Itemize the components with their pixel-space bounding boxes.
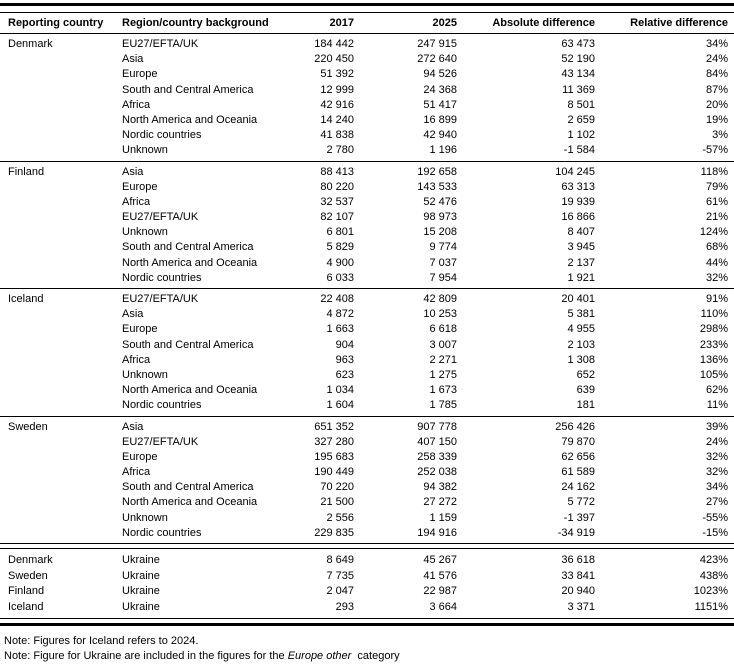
- table-row: [0, 480, 734, 495]
- region-background-cell: Unknown: [122, 511, 168, 524]
- absolute-difference-cell: 20 401: [561, 293, 595, 305]
- absolute-difference-cell: -34 919: [557, 526, 595, 539]
- reporting-country-cell: [8, 83, 122, 98]
- table-row: [0, 368, 734, 383]
- region-background-cell: Asia: [122, 308, 144, 321]
- value-2017-cell: 88 413: [320, 165, 354, 178]
- table-row: [0, 526, 734, 541]
- reporting-country-cell: [8, 495, 122, 510]
- reporting-country-cell: [8, 271, 122, 286]
- reporting-country-cell: [8, 368, 122, 383]
- table-row: [0, 256, 734, 271]
- value-2017-cell: 651 352: [314, 420, 354, 433]
- relative-difference-cell: 124%: [699, 226, 728, 239]
- absolute-difference-cell: 104 245: [555, 165, 595, 178]
- reporting-country-cell: [8, 195, 122, 210]
- value-2017-cell: 21 500: [320, 496, 354, 509]
- column-header-relative-difference: Relative difference: [630, 17, 728, 29]
- region-background-cell: Ukraine: [122, 600, 160, 613]
- relative-difference-cell: 118%: [700, 165, 728, 178]
- relative-difference-cell: 3%: [712, 129, 728, 142]
- relative-difference-cell: 110%: [700, 308, 728, 321]
- relative-difference-cell: 91%: [705, 293, 728, 305]
- value-2017-cell: 220 450: [314, 53, 354, 66]
- relative-difference-cell: 62%: [705, 384, 728, 397]
- region-background-cell: Nordic countries: [122, 526, 202, 539]
- absolute-difference-cell: 639: [576, 384, 595, 397]
- region-background-cell: North America and Oceania: [122, 256, 258, 269]
- table-row: [0, 435, 734, 450]
- reporting-country-cell: Sweden: [8, 420, 48, 433]
- value-2017-cell: 327 280: [314, 435, 354, 448]
- reporting-country-cell: Denmark: [8, 554, 53, 566]
- region-background-cell: Ukraine: [122, 554, 160, 566]
- region-background-cell: Europe: [122, 68, 158, 81]
- reporting-country-cell: [8, 67, 122, 82]
- absolute-difference-cell: 652: [576, 368, 595, 381]
- table-row: [0, 128, 734, 143]
- reporting-country-cell: [8, 98, 122, 113]
- value-2025-cell: 27 272: [423, 496, 457, 509]
- table-row: [0, 98, 734, 113]
- relative-difference-cell: 32%: [705, 466, 728, 479]
- region-background-cell: North America and Oceania: [122, 384, 258, 397]
- value-2017-cell: 190 449: [314, 466, 354, 479]
- reporting-country-cell: Finland: [8, 585, 45, 597]
- value-2017-cell: 12 999: [320, 83, 354, 96]
- absolute-difference-cell: 52 190: [561, 53, 595, 66]
- reporting-country-cell: Finland: [8, 165, 45, 178]
- value-2025-cell: 192 658: [417, 165, 457, 178]
- value-2025-cell: 1 673: [429, 384, 457, 397]
- relative-difference-cell: 19%: [705, 113, 728, 126]
- region-background-cell: Asia: [122, 53, 144, 66]
- reporting-country-cell: [8, 450, 122, 465]
- table-row: [0, 450, 734, 465]
- table-row: [0, 67, 734, 82]
- table-row: [0, 600, 734, 616]
- country-section: [0, 416, 734, 544]
- relative-difference-cell: 24%: [705, 435, 728, 448]
- table-bottom-thick-rule: [0, 623, 734, 626]
- relative-difference-cell: 44%: [705, 256, 728, 269]
- region-background-cell: Africa: [122, 195, 151, 208]
- value-2025-cell: 45 267: [423, 554, 457, 566]
- region-background-cell: Nordic countries: [122, 271, 202, 284]
- absolute-difference-cell: 1 102: [567, 129, 595, 142]
- table-row: [0, 271, 734, 286]
- reporting-country-cell: [8, 210, 122, 225]
- value-2017-cell: 5 829: [326, 241, 354, 254]
- value-2017-cell: 7 735: [326, 569, 354, 582]
- value-2017-cell: 2 047: [326, 585, 354, 597]
- relative-difference-cell: 79%: [705, 180, 728, 193]
- relative-difference-cell: -57%: [702, 144, 728, 157]
- value-2025-cell: 272 640: [417, 53, 457, 66]
- value-2025-cell: 6 618: [429, 323, 457, 336]
- absolute-difference-cell: -1 397: [563, 511, 595, 524]
- absolute-difference-cell: 33 841: [561, 569, 595, 582]
- table-row: [0, 495, 734, 510]
- relative-difference-cell: 105%: [699, 368, 728, 381]
- reporting-country-cell: [8, 435, 122, 450]
- value-2025-cell: 258 339: [417, 450, 457, 463]
- value-2025-cell: 143 533: [417, 180, 457, 193]
- value-2017-cell: 4 872: [326, 308, 354, 321]
- value-2017-cell: 1 034: [326, 384, 354, 397]
- value-2025-cell: 9 774: [429, 241, 457, 254]
- table-row: [0, 353, 734, 368]
- region-background-cell: South and Central America: [122, 241, 254, 254]
- note-ukraine: [4, 649, 734, 664]
- relative-difference-cell: -55%: [702, 511, 728, 524]
- region-background-cell: EU27/EFTA/UK: [122, 435, 199, 448]
- value-2025-cell: 41 576: [423, 569, 457, 582]
- region-background-cell: Ukraine: [122, 569, 160, 582]
- note-ukraine-italic-term: Europe other: [287, 650, 352, 662]
- value-2025-cell: 3 664: [429, 600, 457, 613]
- table-row: [0, 569, 734, 585]
- value-2017-cell: 963: [335, 353, 354, 366]
- value-2017-cell: 51 392: [320, 68, 354, 81]
- value-2017-cell: 32 537: [320, 195, 354, 208]
- value-2017-cell: 22 408: [320, 293, 354, 305]
- region-background-cell: Unknown: [122, 368, 168, 381]
- column-header-region-background: Region/country background: [122, 17, 269, 29]
- absolute-difference-cell: 62 656: [561, 450, 595, 463]
- region-background-cell: EU27/EFTA/UK: [122, 211, 199, 224]
- absolute-difference-cell: 79 870: [561, 435, 595, 448]
- value-2025-cell: 94 382: [423, 481, 457, 494]
- absolute-difference-cell: 2 137: [567, 256, 595, 269]
- table-row: [0, 383, 734, 398]
- value-2025-cell: 252 038: [417, 466, 457, 479]
- table-row: [0, 584, 734, 600]
- region-background-cell: Ukraine: [122, 585, 160, 597]
- value-2025-cell: 94 526: [423, 68, 457, 81]
- table-row: [0, 292, 734, 307]
- relative-difference-cell: 61%: [705, 195, 728, 208]
- region-background-cell: Europe: [122, 180, 158, 193]
- country-section: [0, 34, 734, 161]
- value-2017-cell: 70 220: [320, 481, 354, 494]
- table-header-row: [0, 13, 734, 33]
- absolute-difference-cell: 11 369: [562, 83, 595, 96]
- reporting-country-cell: [8, 113, 122, 128]
- relative-difference-cell: -15%: [702, 526, 728, 539]
- absolute-difference-cell: 16 866: [561, 211, 595, 224]
- reporting-country-cell: [8, 52, 122, 67]
- relative-difference-cell: 1151%: [694, 600, 728, 613]
- region-background-cell: Nordic countries: [122, 129, 202, 142]
- region-background-cell: Europe: [122, 450, 158, 463]
- region-background-cell: Africa: [122, 466, 151, 479]
- value-2025-cell: 7 954: [429, 271, 457, 284]
- region-background-cell: North America and Oceania: [122, 113, 258, 126]
- reporting-country-cell: [8, 511, 122, 526]
- region-background-cell: Nordic countries: [122, 399, 202, 412]
- table-row: [0, 52, 734, 67]
- country-section: [0, 288, 734, 416]
- value-2025-cell: 1 196: [429, 144, 457, 157]
- table-row: [0, 195, 734, 210]
- value-2017-cell: 2 780: [326, 144, 354, 157]
- table-body: [0, 34, 734, 543]
- table-row: [0, 465, 734, 480]
- reporting-country-cell: [8, 338, 122, 353]
- value-2025-cell: 98 973: [423, 211, 457, 224]
- value-2017-cell: 195 683: [314, 450, 354, 463]
- reporting-country-cell: [8, 398, 122, 413]
- column-header-absolute-difference: Absolute difference: [492, 17, 595, 29]
- absolute-difference-cell: 61 589: [561, 466, 595, 479]
- value-2017-cell: 6 801: [326, 226, 354, 239]
- reporting-country-cell: [8, 480, 122, 495]
- value-2025-cell: 1 159: [429, 511, 457, 524]
- value-2025-cell: 52 476: [423, 195, 457, 208]
- column-header-2025: 2025: [432, 17, 457, 29]
- value-2017-cell: 184 442: [314, 38, 354, 50]
- absolute-difference-cell: 43 134: [561, 68, 595, 81]
- absolute-difference-cell: 256 426: [555, 420, 595, 433]
- note-ukraine-prefix: Note: Figure for Ukraine are included in the figures for the: [4, 650, 288, 662]
- table-row: [0, 113, 734, 128]
- value-2025-cell: 1 275: [429, 368, 457, 381]
- reporting-country-cell: Iceland: [8, 293, 44, 305]
- absolute-difference-cell: 20 940: [561, 585, 595, 597]
- relative-difference-cell: 298%: [699, 323, 728, 336]
- note-iceland: Note: Figures for Iceland refers to 2024.: [4, 635, 199, 647]
- value-2017-cell: 4 900: [326, 256, 354, 269]
- reporting-country-cell: [8, 128, 122, 143]
- column-header-2017: 2017: [329, 17, 354, 29]
- relative-difference-cell: 438%: [699, 569, 728, 582]
- value-2025-cell: 907 778: [417, 420, 457, 433]
- absolute-difference-cell: 1 921: [567, 271, 595, 284]
- region-background-cell: Asia: [122, 165, 144, 178]
- reporting-country-cell: Denmark: [8, 38, 53, 50]
- relative-difference-cell: 27%: [705, 496, 728, 509]
- absolute-difference-cell: 19 939: [561, 195, 595, 208]
- relative-difference-cell: 233%: [699, 338, 728, 351]
- region-background-cell: EU27/EFTA/UK: [122, 293, 199, 305]
- value-2017-cell: 80 220: [320, 180, 354, 193]
- table-row: [0, 307, 734, 322]
- absolute-difference-cell: 5 381: [567, 308, 595, 321]
- absolute-difference-cell: 5 772: [567, 496, 595, 509]
- reporting-country-cell: [8, 307, 122, 322]
- absolute-difference-cell: 4 955: [567, 323, 595, 336]
- absolute-difference-cell: 181: [576, 399, 595, 412]
- relative-difference-cell: 34%: [705, 481, 728, 494]
- table-row: [0, 420, 734, 435]
- value-2017-cell: 229 835: [314, 526, 354, 539]
- reporting-country-cell: Iceland: [8, 600, 44, 613]
- value-2025-cell: 3 007: [429, 338, 457, 351]
- relative-difference-cell: 136%: [699, 353, 728, 366]
- table-row: [0, 143, 734, 158]
- value-2017-cell: 6 033: [326, 271, 354, 284]
- value-2017-cell: 8 649: [326, 554, 354, 566]
- value-2025-cell: 16 899: [423, 113, 457, 126]
- value-2025-cell: 42 940: [423, 129, 457, 142]
- region-background-cell: Europe: [122, 323, 158, 336]
- value-2025-cell: 1 785: [429, 399, 457, 412]
- table-notes: [0, 634, 734, 664]
- absolute-difference-cell: 8 407: [567, 226, 595, 239]
- relative-difference-cell: 39%: [705, 420, 728, 433]
- region-background-cell: Africa: [122, 98, 151, 111]
- absolute-difference-cell: 3 945: [567, 241, 595, 254]
- region-background-cell: Unknown: [122, 144, 168, 157]
- table-row: [0, 553, 734, 569]
- value-2017-cell: 1 663: [326, 323, 354, 336]
- region-background-cell: North America and Oceania: [122, 496, 258, 509]
- value-2025-cell: 407 150: [417, 435, 457, 448]
- relative-difference-cell: 423%: [699, 554, 728, 566]
- value-2025-cell: 247 915: [417, 38, 457, 50]
- table-row: [0, 210, 734, 225]
- table-row: [0, 165, 734, 180]
- value-2017-cell: 904: [335, 338, 354, 351]
- region-background-cell: Africa: [122, 353, 151, 366]
- value-2017-cell: 82 107: [320, 211, 354, 224]
- relative-difference-cell: 1023%: [693, 585, 728, 597]
- relative-difference-cell: 68%: [705, 241, 728, 254]
- value-2017-cell: 623: [335, 368, 354, 381]
- absolute-difference-cell: 36 618: [561, 554, 595, 566]
- relative-difference-cell: 20%: [705, 98, 728, 111]
- region-background-cell: Unknown: [122, 226, 168, 239]
- absolute-difference-cell: 8 501: [567, 98, 595, 111]
- region-background-cell: Asia: [122, 420, 144, 433]
- value-2025-cell: 22 987: [423, 585, 457, 597]
- value-2025-cell: 194 916: [417, 526, 457, 539]
- value-2017-cell: 293: [335, 600, 354, 613]
- relative-difference-cell: 87%: [705, 83, 728, 96]
- reporting-country-cell: [8, 465, 122, 480]
- reporting-country-cell: [8, 240, 122, 255]
- region-background-cell: South and Central America: [122, 83, 254, 96]
- table-row: [0, 180, 734, 195]
- absolute-difference-cell: 63 473: [561, 38, 595, 50]
- reporting-country-cell: [8, 526, 122, 541]
- region-background-cell: South and Central America: [122, 481, 254, 494]
- table-row: [0, 338, 734, 353]
- table-row: [0, 225, 734, 240]
- absolute-difference-cell: 1 308: [567, 353, 595, 366]
- relative-difference-cell: 32%: [705, 271, 728, 284]
- absolute-difference-cell: 2 659: [567, 113, 595, 126]
- reporting-country-cell: [8, 256, 122, 271]
- absolute-difference-cell: 2 103: [567, 338, 595, 351]
- value-2025-cell: 10 253: [423, 308, 457, 321]
- relative-difference-cell: 11%: [706, 399, 728, 412]
- value-2025-cell: 7 037: [429, 256, 457, 269]
- note-ukraine-suffix: category: [351, 650, 400, 662]
- value-2025-cell: 2 271: [429, 353, 457, 366]
- relative-difference-cell: 84%: [705, 68, 728, 81]
- value-2017-cell: 42 916: [320, 98, 354, 111]
- relative-difference-cell: 24%: [705, 53, 728, 66]
- table-row: [0, 322, 734, 337]
- reporting-country-cell: [8, 353, 122, 368]
- column-header-reporting-country: Reporting country: [8, 17, 104, 29]
- region-background-cell: South and Central America: [122, 338, 254, 351]
- relative-difference-cell: 34%: [705, 38, 728, 50]
- table-row: [0, 511, 734, 526]
- reporting-country-cell: [8, 225, 122, 240]
- value-2025-cell: 24 368: [423, 83, 457, 96]
- table-row: [0, 37, 734, 52]
- value-2017-cell: 2 556: [326, 511, 354, 524]
- reporting-country-cell: Sweden: [8, 569, 48, 582]
- absolute-difference-cell: -1 584: [563, 144, 595, 157]
- reporting-country-cell: [8, 322, 122, 337]
- ukraine-section: [0, 549, 734, 618]
- relative-difference-cell: 32%: [705, 450, 728, 463]
- value-2025-cell: 51 417: [423, 98, 457, 111]
- absolute-difference-cell: 63 313: [561, 180, 595, 193]
- value-2025-cell: 15 208: [423, 226, 457, 239]
- value-2025-cell: 42 809: [423, 293, 457, 305]
- reporting-country-cell: [8, 180, 122, 195]
- value-2017-cell: 14 240: [320, 113, 354, 126]
- table-row: [0, 240, 734, 255]
- reporting-country-cell: [8, 143, 122, 158]
- reporting-country-cell: [8, 383, 122, 398]
- value-2017-cell: 41 838: [320, 129, 354, 142]
- absolute-difference-cell: 24 162: [561, 481, 595, 494]
- value-2017-cell: 1 604: [326, 399, 354, 412]
- table-row: [0, 398, 734, 413]
- relative-difference-cell: 21%: [705, 211, 728, 224]
- table-row: [0, 83, 734, 98]
- region-background-cell: EU27/EFTA/UK: [122, 38, 199, 50]
- absolute-difference-cell: 3 371: [567, 600, 595, 613]
- country-section: [0, 161, 734, 289]
